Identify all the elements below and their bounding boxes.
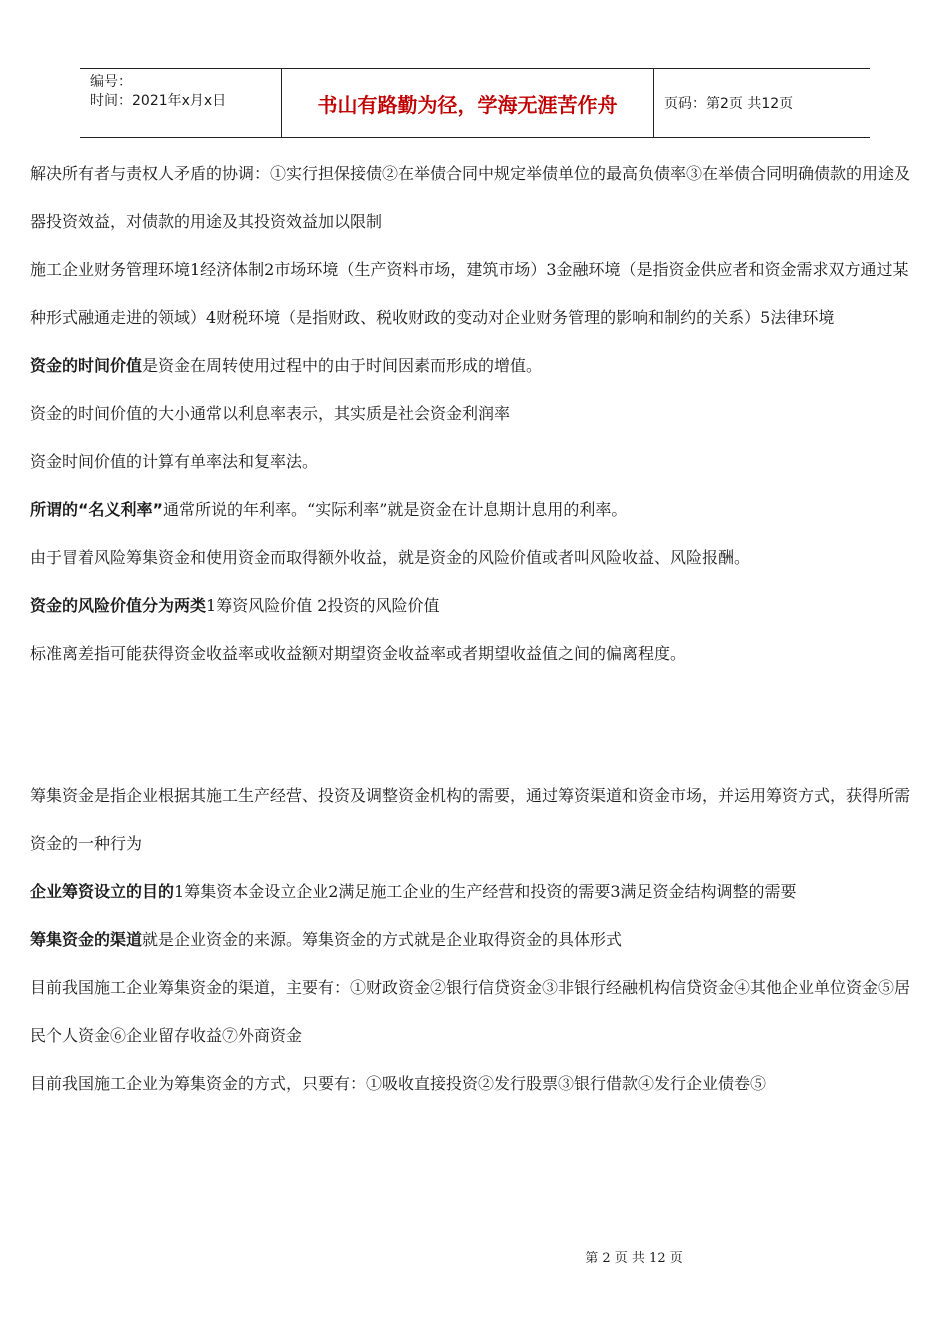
header-motto: 书山有路勤为径，学海无涯苦作舟 [281, 69, 654, 137]
header-meta [80, 69, 281, 137]
paragraph-text: 1筹集资本金设立企业2满足施工企业的生产经营和投资的需要3满足资金结构调整的需要 [174, 882, 797, 901]
paragraph-bold-term: 所谓的“名义利率” [30, 500, 164, 519]
header-page-code: 页码：第2页 共12页 [664, 96, 794, 112]
paragraph-bold-term: 企业筹资设立的目的 [30, 882, 175, 901]
page-header [80, 68, 870, 138]
paragraph-text: 施工企业财务管理环境1经济体制2市场环境（生产资料市场，建筑市场）3金融环境（是指资金供应者和资金需求双方通过某种形式融通走进的领域）4财税环境（是指财政、税收财政的变动对企业财务管理的影响和制约的关系）5法律环境 [30, 260, 909, 327]
paragraph-bold-term: 筹集资金的渠道 [30, 930, 143, 949]
paragraph [30, 582, 920, 630]
paragraph [30, 772, 920, 868]
paragraph-text: 解决所有者与责权人矛盾的协调：①实行担保接债②在举债合同中规定举债单位的最高负债率③在举债合同明确债款的用途及器投资效益，对债款的用途及其投资效益加以限制 [30, 164, 911, 231]
paragraph-text: 目前我国施工企业为筹集资金的方式，只要有：①吸收直接投资②发行股票③银行借款④发行企业债卷⑤ [30, 1074, 767, 1093]
paragraph [30, 534, 920, 582]
header-date: 时间：2021年x月x日 [90, 93, 227, 109]
paragraph-block-1 [30, 150, 920, 678]
paragraph [30, 1060, 920, 1108]
paragraph [30, 916, 920, 964]
paragraph-text: 资金时间价值的计算有单率法和复率法。 [30, 452, 319, 471]
paragraph-text: 就是企业资金的来源。筹集资金的方式就是企业取得资金的具体形式 [142, 930, 623, 949]
paragraph-text: 资金的时间价值的大小通常以利息率表示，其实质是社会资金利润率 [30, 404, 511, 423]
header-number: 编号： [90, 74, 132, 90]
paragraph-text: 目前我国施工企业筹集资金的渠道，主要有：①财政资金②银行信贷资金③非银行经融机构信贷资金④其他企业单位资金⑤居民个人资金⑥企业留存收益⑦外商资金 [30, 978, 911, 1045]
paragraph-bold-term: 资金的时间价值 [30, 356, 143, 375]
paragraph-text: 是资金在周转使用过程中的由于时间因素而形成的增值。 [142, 356, 543, 375]
paragraph [30, 964, 920, 1060]
section-gap [30, 678, 920, 772]
paragraph [30, 868, 920, 916]
paragraph [30, 486, 920, 534]
paragraph-bold-term: 资金的风险价值分为两类 [30, 596, 207, 615]
footer-page-info: 第 2 页 共 12 页 [585, 1251, 683, 1266]
paragraph-text: 通常所说的年利率。“实际利率”就是资金在计息期计息用的利率。 [163, 500, 628, 519]
paragraph-text: 筹集资金是指企业根据其施工生产经营、投资及调整资金机构的需要，通过筹资渠道和资金市场，并运用筹资方式，获得所需资金的一种行为 [30, 786, 911, 853]
paragraph [30, 630, 920, 678]
paragraph [30, 246, 920, 342]
page-footer [0, 1247, 950, 1266]
paragraph [30, 342, 920, 390]
paragraph-text: 标准离差指可能获得资金收益率或收益额对期望资金收益率或者期望收益值之间的偏离程度。 [30, 644, 687, 663]
paragraph [30, 390, 920, 438]
paragraph-text: 1筹资风险价值 2投资的风险价值 [206, 596, 440, 615]
document-body [30, 150, 920, 1108]
paragraph [30, 438, 920, 486]
paragraph-block-2 [30, 772, 920, 1108]
paragraph [30, 150, 920, 246]
paragraph-text: 由于冒着风险筹集资金和使用资金而取得额外收益，就是资金的风险价值或者叫风险收益、风险报酬。 [30, 548, 751, 567]
